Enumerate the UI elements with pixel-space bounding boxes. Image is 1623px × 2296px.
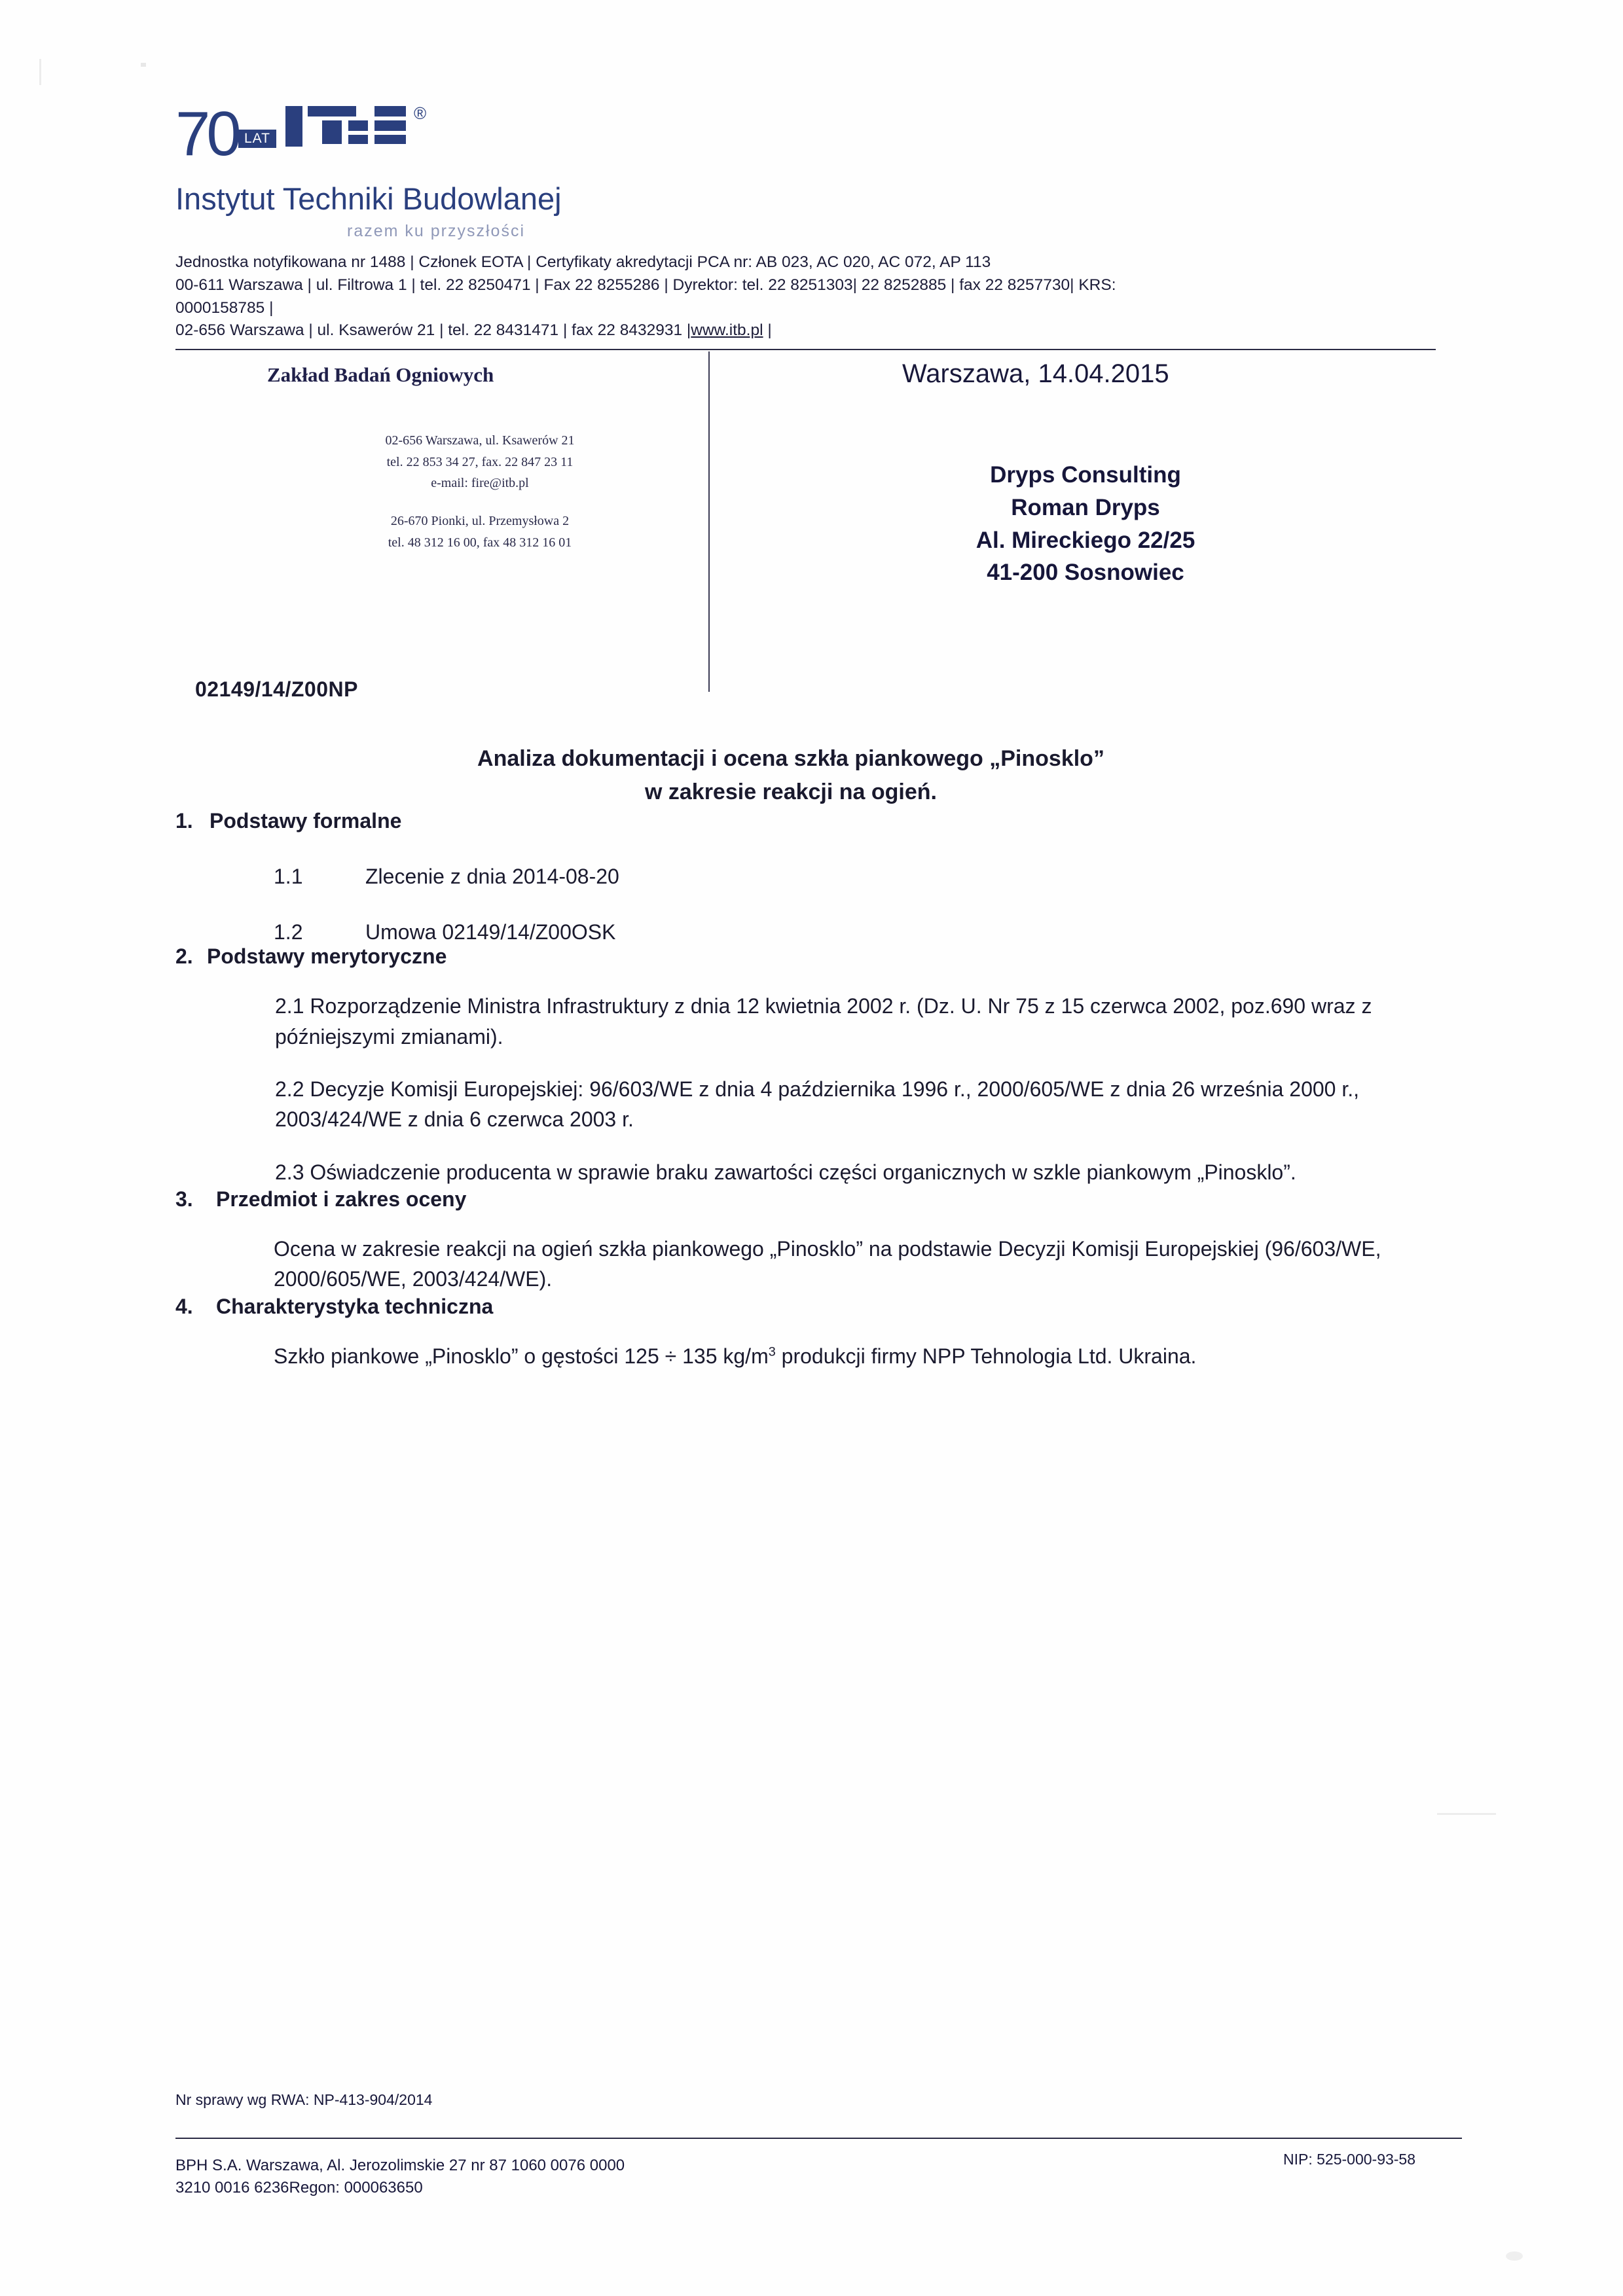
recipient-address bbox=[804, 459, 1367, 589]
paragraph-4 bbox=[274, 1341, 1419, 1371]
logo-70-years-text: 70 bbox=[175, 99, 238, 169]
scan-artifact bbox=[141, 63, 146, 67]
itb-monogram-icon bbox=[285, 103, 407, 149]
section-3-label: Przedmiot i zakres oceny bbox=[216, 1187, 467, 1211]
dept-address2-line2: tel. 48 312 16 00, fax 48 312 16 01 bbox=[388, 535, 572, 550]
section-1-heading bbox=[175, 809, 1459, 833]
section-1-label: Podstawy formalne bbox=[210, 809, 402, 833]
item-1-2-number: 1.2 bbox=[274, 920, 303, 944]
item-1-2-text: Umowa 02149/14/Z00OSK bbox=[365, 920, 616, 944]
header-line-3: 0000158785 | bbox=[175, 298, 274, 317]
item-1-1-number: 1.1 bbox=[274, 865, 303, 889]
document-number: 02149/14/Z00NP bbox=[195, 677, 358, 702]
organization-name: Instytut Techniki Budowlanej bbox=[175, 181, 562, 216]
itb-logo bbox=[175, 98, 1459, 177]
department-title: Zakład Badań Ogniowych bbox=[267, 363, 494, 387]
document-title-line-1: Analiza dokumentacji i ocena szkła piankowego „Pinosklo” bbox=[477, 746, 1104, 772]
section-1-number: 1. bbox=[175, 809, 193, 833]
section-4-label: Charakterystyka techniczna bbox=[216, 1294, 494, 1318]
paragraph-2-2: 2.2 Decyzje Komisji Europejskiej: 96/603/WE z dnia 4 października 1996 r., 2000/605/WE z dnia 26 września 2000 r., 2003/424/WE z dnia 6 czerwca 2003 r. bbox=[275, 1077, 1360, 1132]
item-1-1-text: Zlecenie z dnia 2014-08-20 bbox=[365, 865, 619, 889]
department-and-address-row bbox=[175, 359, 1459, 641]
dept-address1-line1: 02-656 Warszawa, ul. Ksawerów 21 bbox=[385, 433, 575, 448]
section-4-heading bbox=[175, 1295, 1459, 1319]
list-item bbox=[274, 865, 1459, 889]
header-line-2: 00-611 Warszawa | ul. Filtrowa 1 | tel. 22 8250471 | Fax 22 8255286 | Dyrektor: tel. 22 8251303| 22 8252885 | fax 22 8257730| KRS: bbox=[175, 276, 1116, 294]
department-addresses bbox=[293, 430, 666, 553]
paragraph-4-exponent: 3 bbox=[768, 1344, 776, 1359]
city-and-date: Warszawa, 14.04.2015 bbox=[902, 359, 1169, 389]
case-number: Nr sprawy wg RWA: NP-413-904/2014 bbox=[175, 2091, 433, 2108]
header-divider bbox=[175, 349, 1436, 350]
bank-line-2: 3210 0016 6236Regon: 000063650 bbox=[175, 2179, 423, 2197]
dept-address1-line2: tel. 22 853 34 27, fax. 22 847 23 11 bbox=[386, 454, 574, 469]
document-content bbox=[175, 98, 1459, 1371]
list-item bbox=[274, 920, 1459, 944]
organization-motto: razem ku przyszłości bbox=[347, 222, 525, 240]
paragraph-2-1: 2.1 Rozporządzenie Ministra Infrastruktury z dnia 12 kwietnia 2002 r. (Dz. U. Nr 75 z 15 czerwca 2002, poz.690 wraz z późniejszymi zmianami). bbox=[275, 994, 1372, 1049]
website-link[interactable]: www.itb.pl bbox=[691, 321, 763, 340]
dept-address2-line1: 26-670 Pionki, ul. Przemysłowa 2 bbox=[390, 514, 570, 529]
section-2-heading bbox=[175, 944, 1459, 969]
header-line-1: Jednostka notyfikowana nr 1488 | Członek EOTA | Certyfikaty akredytacji PCA nr: AB 023, AC 020, AC 072, AP 113 bbox=[175, 253, 991, 271]
recipient-street: Al. Mireckiego 22/25 bbox=[976, 527, 1195, 553]
vertical-divider bbox=[708, 351, 710, 692]
document-title-line-2: w zakresie reakcji na ogień. bbox=[644, 780, 937, 805]
header-line-4-post: | bbox=[763, 321, 772, 340]
document-title bbox=[175, 742, 1406, 809]
nip-number: NIP: 525-000-93-58 bbox=[1283, 2151, 1416, 2168]
bank-line-1: BPH S.A. Warszawa, Al. Jerozolimskie 27 nr 87 1060 0076 0000 bbox=[175, 2157, 625, 2174]
section-2-number: 2. bbox=[175, 944, 193, 969]
logo-lat-badge: LAT bbox=[238, 130, 276, 148]
footer-divider bbox=[175, 2138, 1462, 2139]
dept-email[interactable]: e-mail: fire@itb.pl bbox=[431, 475, 529, 490]
header-line-4-pre: 02-656 Warszawa | ul. Ksawerów 21 | tel. 22 8431471 | fax 22 8432931 | bbox=[175, 321, 691, 340]
section-3-heading bbox=[175, 1187, 1459, 1211]
registered-mark-icon: ® bbox=[414, 103, 427, 123]
recipient-city: 41-200 Sosnowiec bbox=[987, 560, 1184, 586]
bank-details bbox=[175, 2155, 625, 2199]
header-line-4 bbox=[175, 319, 1432, 342]
scan-artifact bbox=[1437, 1813, 1496, 1815]
paragraph-3: Ocena w zakresie reakcji na ogień szkła piankowego „Pinosklo” na podstawie Decyzji Komisji Europejskiej (96/603/WE, 2000/605/WE, 2003/424/WE). bbox=[274, 1237, 1381, 1291]
section-3-number: 3. bbox=[175, 1187, 193, 1211]
scan-artifact bbox=[39, 59, 41, 85]
section-2-label: Podstawy merytoryczne bbox=[207, 944, 447, 969]
paragraph-2-3: 2.3 Oświadczenie producenta w sprawie braku zawartości części organicznych w szkle piankowym „Pinosklo”. bbox=[275, 1160, 1296, 1184]
paragraph-4-post: produkcji firmy NPP Tehnologia Ltd. Ukraina. bbox=[775, 1344, 1197, 1368]
recipient-person: Roman Dryps bbox=[1011, 494, 1160, 520]
recipient-company: Dryps Consulting bbox=[990, 462, 1181, 488]
section-4-number: 4. bbox=[175, 1294, 193, 1318]
paragraph-4-pre: Szkło piankowe „Pinosklo” o gęstości 125 ÷ 135 kg/m bbox=[274, 1344, 769, 1368]
header-contact-block bbox=[175, 251, 1432, 342]
scan-artifact bbox=[1506, 2251, 1523, 2261]
